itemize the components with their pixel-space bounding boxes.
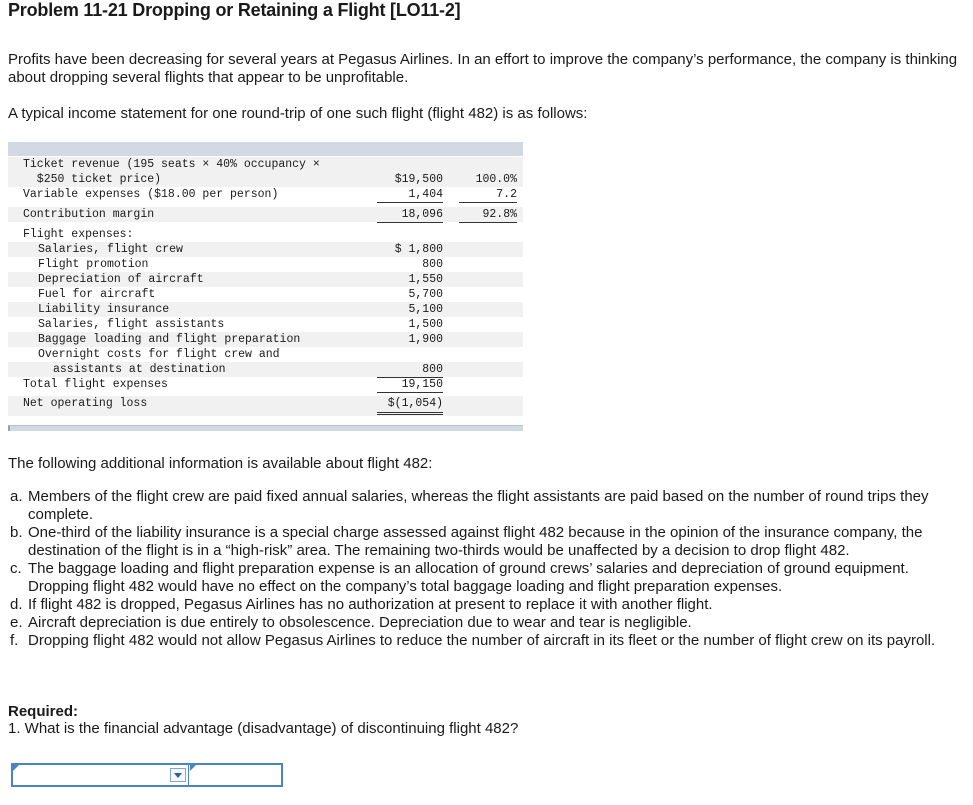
intro-paragraph: Profits have been decreasing for several years at Pegasus Airlines. In an effort to improve the company’s performance, the company is thinking about dropping several flights that appear to be unprofitable. — [8, 51, 958, 86]
list-marker: f. — [10, 632, 19, 649]
expense-row — [8, 287, 523, 302]
contribution-margin-row — [8, 207, 523, 222]
overnight-row-1 — [8, 347, 523, 362]
total-flight-expenses-label: Total flight expenses — [23, 378, 168, 391]
list-item — [8, 614, 958, 632]
overnight-label: Overnight costs for flight crew and — [38, 348, 280, 361]
list-item — [8, 596, 958, 614]
expense-label: Salaries, flight crew — [38, 243, 183, 256]
overnight-row-2 — [8, 362, 523, 377]
list-text: Dropping flight 482 would not allow Pegasus Airlines to reduce the number of aircraft in its fleet or the number of flight crew on its payroll. — [28, 632, 936, 649]
expense-label: Fuel for aircraft — [38, 288, 156, 301]
list-item — [8, 632, 958, 650]
contribution-margin-percent: 92.8% — [459, 207, 517, 223]
expense-label: Baggage loading and flight preparation — [38, 333, 301, 346]
expense-row — [8, 272, 523, 287]
flight-expenses-heading: Flight expenses: — [23, 228, 134, 241]
overnight-label-cont: assistants at destination — [53, 363, 226, 376]
income-statement — [8, 142, 523, 432]
expense-label: Flight promotion — [38, 258, 149, 271]
expense-label: Salaries, flight assistants — [38, 318, 225, 331]
expense-amount: 800 — [422, 258, 443, 271]
list-marker: d. — [10, 596, 23, 613]
flag-marker-icon — [13, 765, 19, 771]
expense-row — [8, 332, 523, 347]
list-text: The baggage loading and flight preparation expense is an allocation of ground crews’ salaries and depreciation of ground equipment. Dropping flight 482 would have no effect on the company’s total baggage loading and flight preparation expenses. — [28, 560, 909, 595]
expense-row — [8, 242, 523, 257]
variable-expenses-percent: 7.2 — [459, 187, 517, 203]
revenue-row-1 — [8, 157, 523, 172]
problem-title: Problem 11-21 Dropping or Retaining a Flight [LO11-2] — [8, 0, 461, 20]
list-item — [8, 560, 958, 596]
variable-expenses-label: Variable expenses ($18.00 per person) — [23, 188, 279, 201]
overnight-amount: 800 — [377, 362, 443, 378]
revenue-label: Ticket revenue (195 seats × 40% occupancy × — [23, 158, 320, 171]
amount-input[interactable] — [191, 765, 281, 785]
list-text: Members of the flight crew are paid fixed annual salaries, whereas the flight assistants are paid based on the number of round trips they complete. — [28, 488, 929, 523]
additional-info-list — [8, 488, 958, 650]
statement-intro: A typical income statement for one round-trip of one such flight (flight 482) is as follows: — [8, 105, 588, 122]
contribution-margin-amount: 18,096 — [377, 207, 443, 223]
expense-row — [8, 302, 523, 317]
list-text: If flight 482 is dropped, Pegasus Airlines has no authorization at present to replace it with another flight. — [28, 596, 713, 613]
total-flight-expenses-row — [8, 377, 523, 392]
revenue-label-cont: $250 ticket price) — [23, 173, 162, 186]
expense-amount: $ 1,800 — [394, 243, 443, 256]
net-operating-loss-row — [8, 396, 523, 416]
advantage-select[interactable] — [13, 765, 189, 785]
net-operating-loss-amount: $(1,054) — [377, 396, 443, 415]
expense-amount: 1,900 — [408, 333, 443, 346]
expense-amount: 1,550 — [408, 273, 443, 286]
expense-row — [8, 317, 523, 332]
net-operating-loss-label: Net operating loss — [23, 397, 148, 410]
variable-expenses-amount: 1,404 — [377, 187, 443, 203]
statement-header-band — [8, 142, 523, 156]
list-item — [8, 524, 958, 560]
variable-expenses-row — [8, 187, 523, 202]
revenue-percent: 100.0% — [475, 173, 517, 186]
contribution-margin-label: Contribution margin — [23, 208, 155, 221]
expense-row — [8, 257, 523, 272]
answer-row — [11, 763, 283, 787]
additional-info-intro: The following additional information is available about flight 482: — [8, 455, 433, 472]
required-heading: Required: — [8, 703, 79, 720]
expense-label: Depreciation of aircraft — [38, 273, 204, 286]
required-question: 1. What is the financial advantage (disadvantage) of discontinuing flight 482? — [8, 720, 519, 737]
flight-expenses-heading-row — [8, 227, 523, 242]
list-marker: c. — [10, 560, 22, 577]
expense-label: Liability insurance — [38, 303, 170, 316]
list-marker: a. — [10, 488, 23, 505]
statement-footer-band — [8, 425, 523, 431]
list-marker: b. — [10, 524, 23, 541]
total-flight-expenses-amount: 19,150 — [377, 377, 443, 393]
expense-amount: 5,100 — [408, 303, 443, 316]
dropdown-arrow-icon[interactable] — [170, 768, 186, 782]
revenue-amount: $19,500 — [394, 173, 443, 186]
list-text: One-third of the liability insurance is a special charge assessed against flight 482 because in the opinion of the insurance company, the destination of the flight is in a “high-risk” area. The remaining two-thirds would be unaffected by a decision to drop flight 482. — [28, 524, 923, 559]
list-marker: e. — [10, 614, 23, 631]
expense-amount: 5,700 — [408, 288, 443, 301]
revenue-row-2 — [8, 172, 523, 187]
list-item — [8, 488, 958, 524]
expense-amount: 1,500 — [408, 318, 443, 331]
list-text: Aircraft depreciation is due entirely to obsolescence. Depreciation due to wear and tear is negligible. — [28, 614, 692, 631]
